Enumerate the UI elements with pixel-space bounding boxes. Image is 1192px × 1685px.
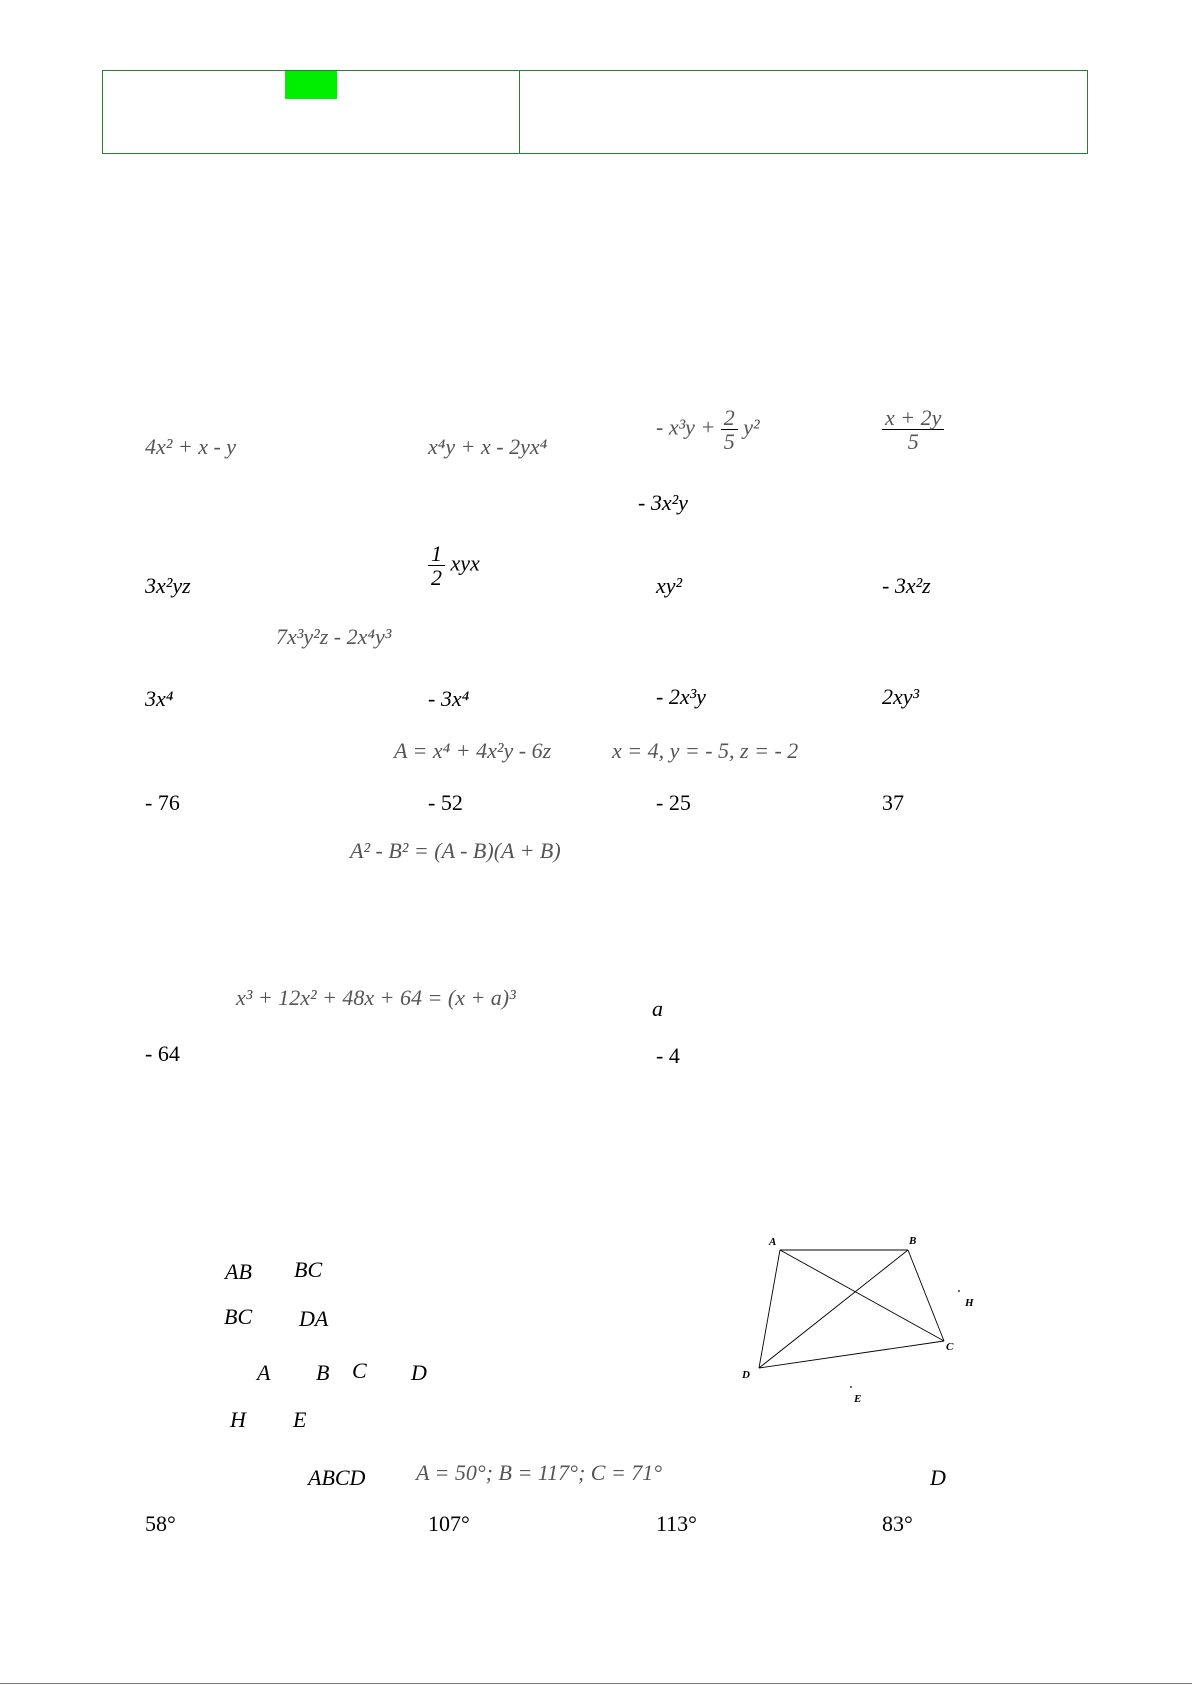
- q7-line1-segment-2: BC: [294, 1257, 323, 1282]
- q2-b-denominator: 2: [431, 565, 442, 591]
- q2-b-suffix: xyx: [450, 550, 480, 576]
- q7-line2-segment-1: BC: [224, 1304, 253, 1329]
- q7-line3-angle-a: A: [257, 1360, 271, 1385]
- header-table: [102, 70, 1088, 154]
- q3-stem-expression: 7x³y²z - 2x⁴y³: [276, 624, 392, 649]
- q7-line4-point-h: H: [230, 1407, 246, 1432]
- q7-line4-point-e: E: [293, 1407, 307, 1432]
- header-highlight: [285, 71, 337, 99]
- q2-option-b: [428, 542, 480, 589]
- q3-option-d: 2xy³: [882, 684, 920, 709]
- header-divider: [519, 71, 520, 153]
- q1-c-fraction: [721, 406, 738, 453]
- q4-option-a: - 76: [145, 790, 180, 815]
- q7-line2-segment-2: DA: [299, 1306, 329, 1331]
- edge-da: [759, 1250, 780, 1368]
- q4-conditions: x = 4, y = - 5, z = - 2: [612, 738, 799, 763]
- q4-option-b: - 52: [428, 790, 463, 815]
- point-e-dot: [850, 1386, 852, 1388]
- q6-option-c: - 4: [656, 1043, 680, 1068]
- label-b: B: [909, 1235, 917, 1247]
- label-h: H: [965, 1297, 974, 1309]
- q2-option-a: 3x²yz: [145, 573, 191, 598]
- q8-option-d: 83°: [882, 1511, 913, 1536]
- q8-target-angle: D: [930, 1465, 946, 1490]
- q2-option-d: - 3x²z: [882, 573, 931, 598]
- label-a: A: [769, 1236, 777, 1248]
- diagonal-ac: [780, 1250, 944, 1341]
- q3-option-c: - 2x³y: [656, 684, 706, 709]
- label-e: E: [854, 1393, 862, 1405]
- q8-quadrilateral-name: ABCD: [308, 1465, 366, 1490]
- point-h-dot: [958, 1290, 960, 1292]
- q1-c-prefix: - x³y +: [656, 414, 716, 440]
- q1-d-denominator: 5: [907, 429, 919, 455]
- q7-line3-angle-c: C: [352, 1358, 367, 1383]
- q7-line3-angle-b: B: [316, 1360, 330, 1385]
- q1-c-denominator: 5: [723, 429, 735, 455]
- q8-option-a: 58°: [145, 1511, 176, 1536]
- q6-variable: a: [652, 996, 663, 1021]
- q3-option-b: - 3x⁴: [428, 686, 470, 711]
- edge-bc: [908, 1250, 944, 1341]
- q1-d-fraction: [882, 406, 944, 453]
- q4-option-d: 37: [882, 790, 904, 815]
- q2-b-numerator: 1: [428, 542, 445, 566]
- q1-option-a: 4x² + x - y: [145, 434, 237, 459]
- q1-c-numerator: 2: [721, 406, 738, 430]
- q1-option-d: [882, 406, 944, 453]
- q7-line1-segment-1: AB: [225, 1259, 252, 1284]
- q8-angle-values: A = 50°; B = 117°; C = 71°: [416, 1460, 663, 1485]
- page-bottom-rule: [0, 1683, 1192, 1684]
- label-c: C: [946, 1341, 954, 1353]
- q4-option-c: - 25: [656, 790, 691, 815]
- q5-formula: A² - B² = (A - B)(A + B): [350, 838, 561, 863]
- edge-cd: [759, 1341, 944, 1368]
- quadrilateral-figure: [738, 1230, 988, 1410]
- q4-stem-expression: A = x⁴ + 4x²y - 6z: [394, 738, 552, 763]
- q1-option-b: x⁴y + x - 2yx⁴: [428, 434, 548, 459]
- q3-option-a: 3x⁴: [145, 686, 174, 711]
- q6-stem-expression: x³ + 12x² + 48x + 64 = (x + a)³: [236, 985, 516, 1010]
- q1-d-numerator: x + 2y: [882, 406, 944, 430]
- q6-option-a: - 64: [145, 1041, 180, 1066]
- q2-option-c: xy²: [656, 573, 683, 598]
- q8-option-c: 113°: [656, 1511, 697, 1536]
- q1-c-suffix: y²: [743, 414, 760, 440]
- q8-option-b: 107°: [428, 1511, 470, 1536]
- label-d: D: [742, 1369, 750, 1381]
- q2-stem-term: - 3x²y: [638, 490, 688, 515]
- q7-line3-angle-d: D: [411, 1360, 427, 1385]
- q2-b-fraction: [428, 542, 445, 589]
- q1-option-c: [656, 406, 760, 453]
